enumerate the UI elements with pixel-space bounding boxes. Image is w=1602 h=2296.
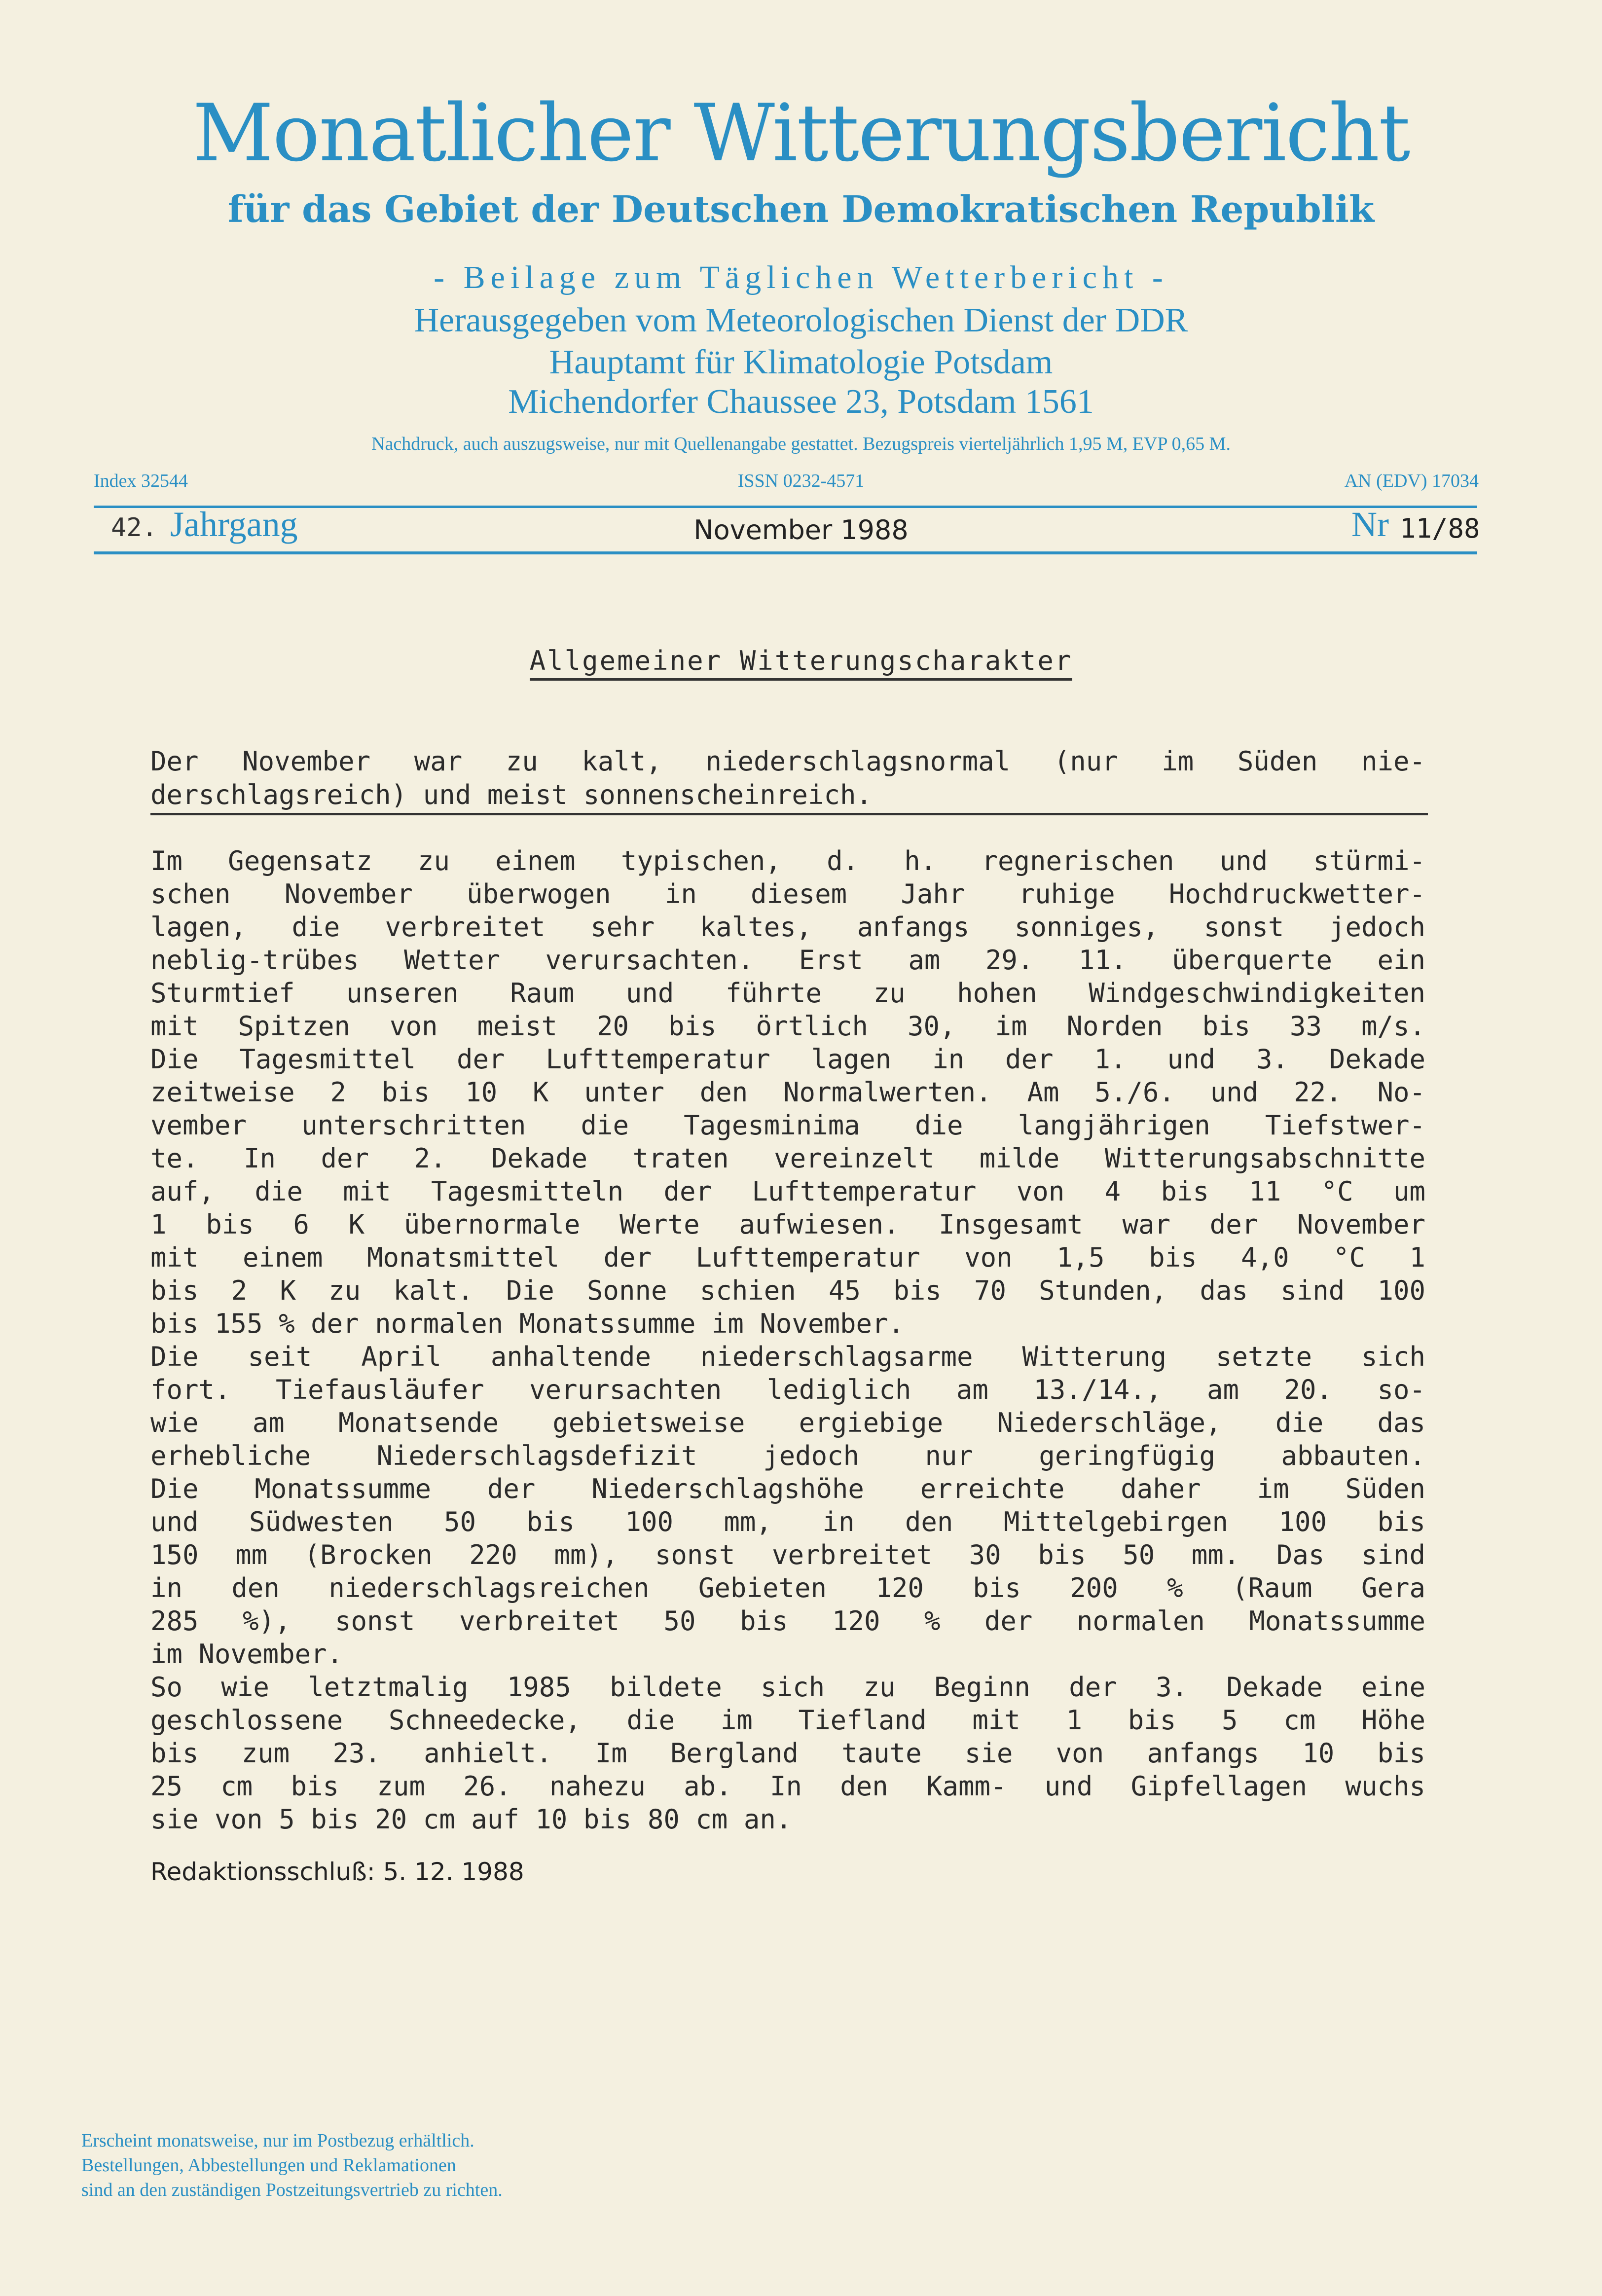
editorial-deadline: Redaktionsschluß: 5. 12. 1988 [150,1858,524,1886]
section-heading-text: Allgemeiner Witterungscharakter [530,645,1073,681]
body-line: geschlossene Schneedecke, die im Tiefland mit 1 bis 5 cm Höhe [150,1705,1425,1736]
footer-line-2: Bestellungen, Abbestellungen und Reklamationen [81,2155,456,2176]
section-heading [0,641,1602,681]
body-line: lagen, die verbreitet sehr kaltes, anfangs sonniges, sonst jedoch [150,911,1425,943]
body-line: Die seit April anhaltende niederschlagsarme Witterung setzte sich [150,1341,1425,1372]
issue-number-label: Nr [1351,505,1389,544]
body-text [150,844,1425,1836]
footer-line-1: Erscheint monatsweise, nur im Postbezug erhältlich. [81,2130,474,2151]
volume-number: 42. [111,513,157,543]
masthead-rule-top [94,506,1477,508]
body-line: Sturmtief unseren Raum und führte zu hohen Windgeschwindigkeiten [150,978,1425,1009]
body-line: sie von 5 bis 20 cm auf 10 bis 80 cm an. [150,1804,792,1835]
body-line: auf, die mit Tagesmitteln der Lufttemperatur von 4 bis 11 °C um [150,1176,1425,1207]
issn-number: ISSN 0232-4571 [737,471,865,491]
body-line: bis zum 23. anhielt. Im Bergland taute sie von anfangs 10 bis [150,1738,1425,1769]
body-line: 25 cm bis zum 26. nahezu ab. In den Kamm- und Gipfellagen wuchs [150,1771,1425,1802]
body-line: fort. Tiefausläufer verursachten lediglich am 13./14., am 20. so- [150,1374,1425,1405]
body-line: Die Tagesmittel der Lufttemperatur lagen in der 1. und 3. Dekade [150,1044,1425,1075]
body-line: mit einem Monatsmittel der Lufttemperatur von 1,5 bis 4,0 °C 1 [150,1242,1425,1273]
body-line: wie am Monatsende gebietsweise ergiebige Niederschläge, die das [150,1407,1425,1438]
lead-paragraph [150,745,1425,812]
body-line: 150 mm (Brocken 220 mm), sonst verbreitet 30 bis 50 mm. Das sind [150,1539,1425,1570]
body-line: zeitweise 2 bis 10 K unter den Normalwerten. Am 5./6. und 22. No- [150,1077,1425,1108]
body-line: So wie letztmalig 1985 bildete sich zu Beginn der 3. Dekade eine [150,1672,1425,1703]
body-line: vember unterschritten die Tagesminima die langjährigen Tiefstwer- [150,1110,1425,1141]
body-line: und Südwesten 50 bis 100 mm, in den Mittelgebirgen 100 bis [150,1506,1425,1537]
lead-line: derschlagsreich) und meist sonnenscheinreich. [150,779,872,810]
issue-month: November 1988 [693,514,909,546]
masthead-title: Monatlicher Witterungsbericht [192,87,1410,179]
footer-line-3: sind an den zuständigen Postzeitungsvertrieb zu richten. [81,2180,503,2200]
publisher-line-1: Herausgegeben vom Meteorologischen Dienst der DDR [414,301,1188,339]
body-line: te. In der 2. Dekade traten vereinzelt milde Witterungsabschnitte [150,1143,1425,1174]
publisher-line-3: Michendorfer Chaussee 23, Potsdam 1561 [508,383,1094,421]
body-line: im November. [150,1639,343,1670]
body-line: bis 155 % der normalen Monatssumme im November. [150,1308,905,1339]
body-line: neblig-trübes Wetter verursachten. Erst am 29. 11. überquerte ein [150,945,1425,976]
masthead-beilage: - Beilage zum Täglichen Wetterbericht - [434,259,1168,295]
index-number: Index 32544 [94,471,188,491]
body-line: in den niederschlagsreichen Gebieten 120 bis 200 % (Raum Gera [150,1572,1425,1604]
reprint-notice: Nachdruck, auch auszugsweise, nur mit Quellenangabe gestattet. Bezugspreis vierteljährlich 1,95 M, EVP 0,65 M. [371,434,1231,454]
volume-label: Jahrgang [170,505,298,544]
footer-note [81,2128,503,2202]
body-line: schen November überwogen in diesem Jahr ruhige Hochdruckwetter- [150,878,1425,910]
body-line: 285 %), sonst verbreitet 50 bis 120 % der normalen Monatssumme [150,1605,1425,1637]
lead-line: Der November war zu kalt, niederschlagsnormal (nur im Süden nie- [150,746,1425,777]
body-line: 1 bis 6 K übernormale Werte aufwiesen. Insgesamt war der November [150,1209,1425,1240]
an-number: AN (EDV) 17034 [1344,471,1479,491]
masthead-subtitle: für das Gebiet der Deutschen Demokratischen Republik [227,188,1375,231]
lead-underline [150,813,1428,815]
body-line: erhebliche Niederschlagsdefizit jedoch nur geringfügig abbauten. [150,1440,1425,1471]
issue-number: 11/88 [1400,513,1480,544]
publisher-line-2: Hauptamt für Klimatologie Potsdam [549,343,1053,381]
body-line: Im Gegensatz zu einem typischen, d. h. regnerischen und stürmi- [150,845,1425,876]
body-line: bis 2 K zu kalt. Die Sonne schien 45 bis 70 Stunden, das sind 100 [150,1275,1425,1306]
body-line: mit Spitzen von meist 20 bis örtlich 30, im Norden bis 33 m/s. [150,1011,1425,1042]
masthead-rule-bottom [94,551,1477,554]
body-line: Die Monatssumme der Niederschlagshöhe erreichte daher im Süden [150,1473,1425,1504]
